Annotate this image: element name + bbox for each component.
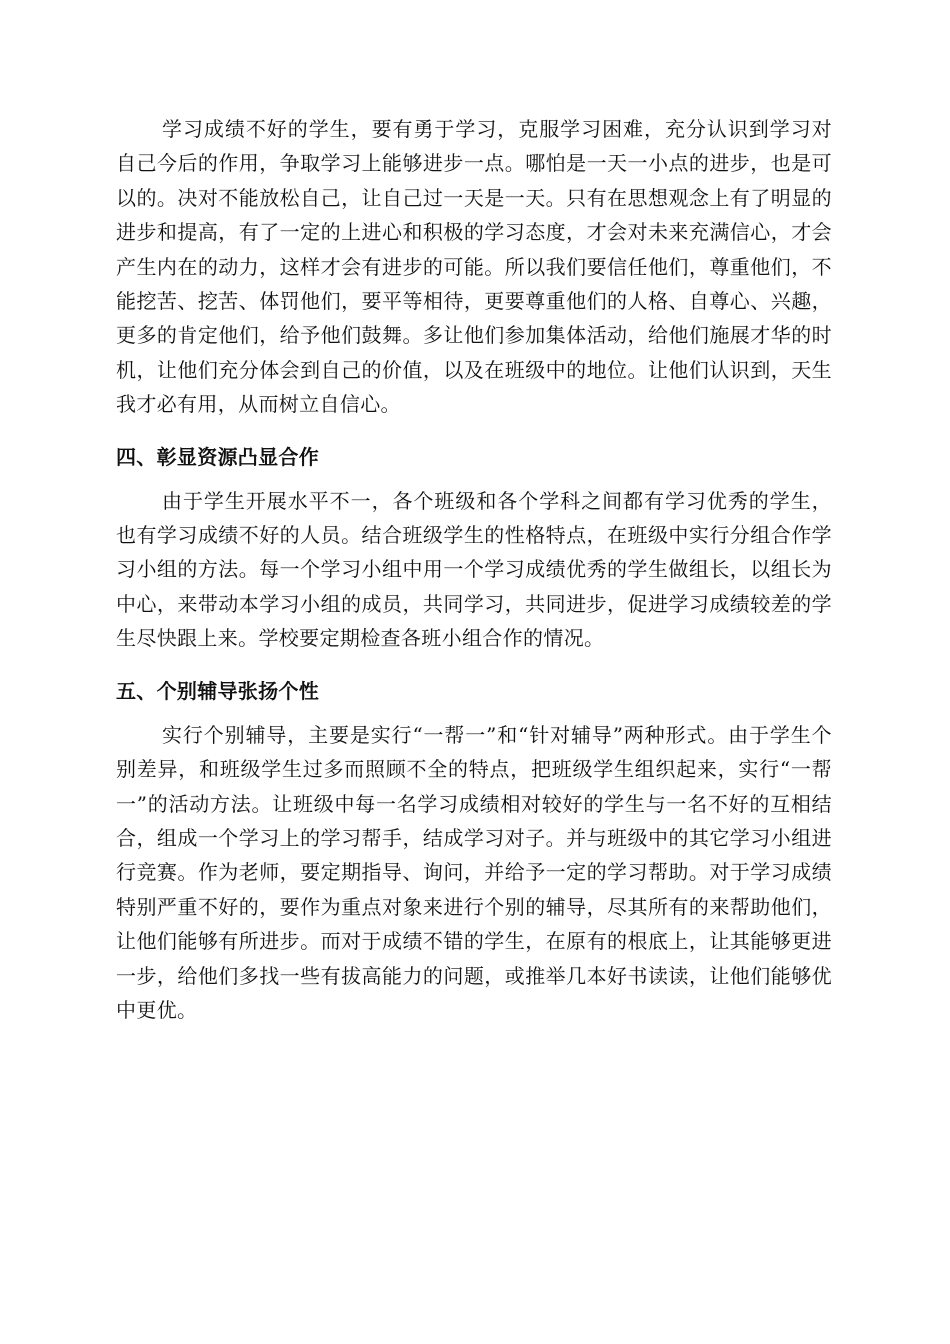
paragraph-intro: 学习成绩不好的学生，要有勇于学习，克服学习困难，充分认识到学习对自己今后的作用，争取学习上能够进步一点。哪怕是一天一小点的进步，也是可以的。决对不能放松自己，让自己过一天是一天。只有在思想观念上有了明显的进步和提高，有了一定的上进心和积极的学习态度，才会对未来充满信心，才会产生内在的动力，这样才会有进步的可能。所以我们要信任他们，尊重他们，不能挖苦、挖苦、体罚他们，要平等相待，更要尊重他们的人格、自尊心、兴趣，更多的肯定他们，给予他们鼓舞。多让他们参加集体活动，给他们施展才华的时机，让他们充分体会到自己的价值，以及在班级中的地位。让他们认识到，天生我才必有用，从而树立自信心。 <box>116 117 832 417</box>
document-page <box>116 112 832 1027</box>
paragraph-section-5: 实行个别辅导，主要是实行“一帮一”和“针对辅导”两种形式。由于学生个别差异，和班级学生过多而照顾不全的特点，把班级学生组织起来，实行“一帮一”的活动方法。让班级中每一名学习成绩相对较好的学生与一名不好的互相结合，组成一个学习上的学习帮手，结成学习对子。并与班级中的其它学习小组进行竞赛。作为老师，要定期指导、询问，并给予一定的学习帮助。对于学习成绩特别严重不好的，要作为重点对象来进行个别的辅导，尽其所有的来帮助他们，让他们能够有所进步。而对于成绩不错的学生，在原有的根底上，让其能够更进一步，给他们多找一些有拔高能力的问题，或推举几本好书读读，让他们能够优中更优。 <box>116 722 832 1022</box>
section-heading-5: 五、个别辅导张扬个性 <box>116 678 319 703</box>
paragraph-section-4: 由于学生开展水平不一，各个班级和各个学科之间都有学习优秀的学生，也有学习成绩不好的人员。结合班级学生的性格特点，在班级中实行分组合作学习小组的方法。每一个学习小组中用一个学习成绩优秀的学生做组长，以组长为中心，来带动本学习小组的成员，共同学习，共同进步，促进学习成绩较差的学生尽快跟上来。学校要定期检查各班小组合作的情况。 <box>116 488 832 651</box>
section-heading-4: 四、彰显资源凸显合作 <box>116 444 319 469</box>
